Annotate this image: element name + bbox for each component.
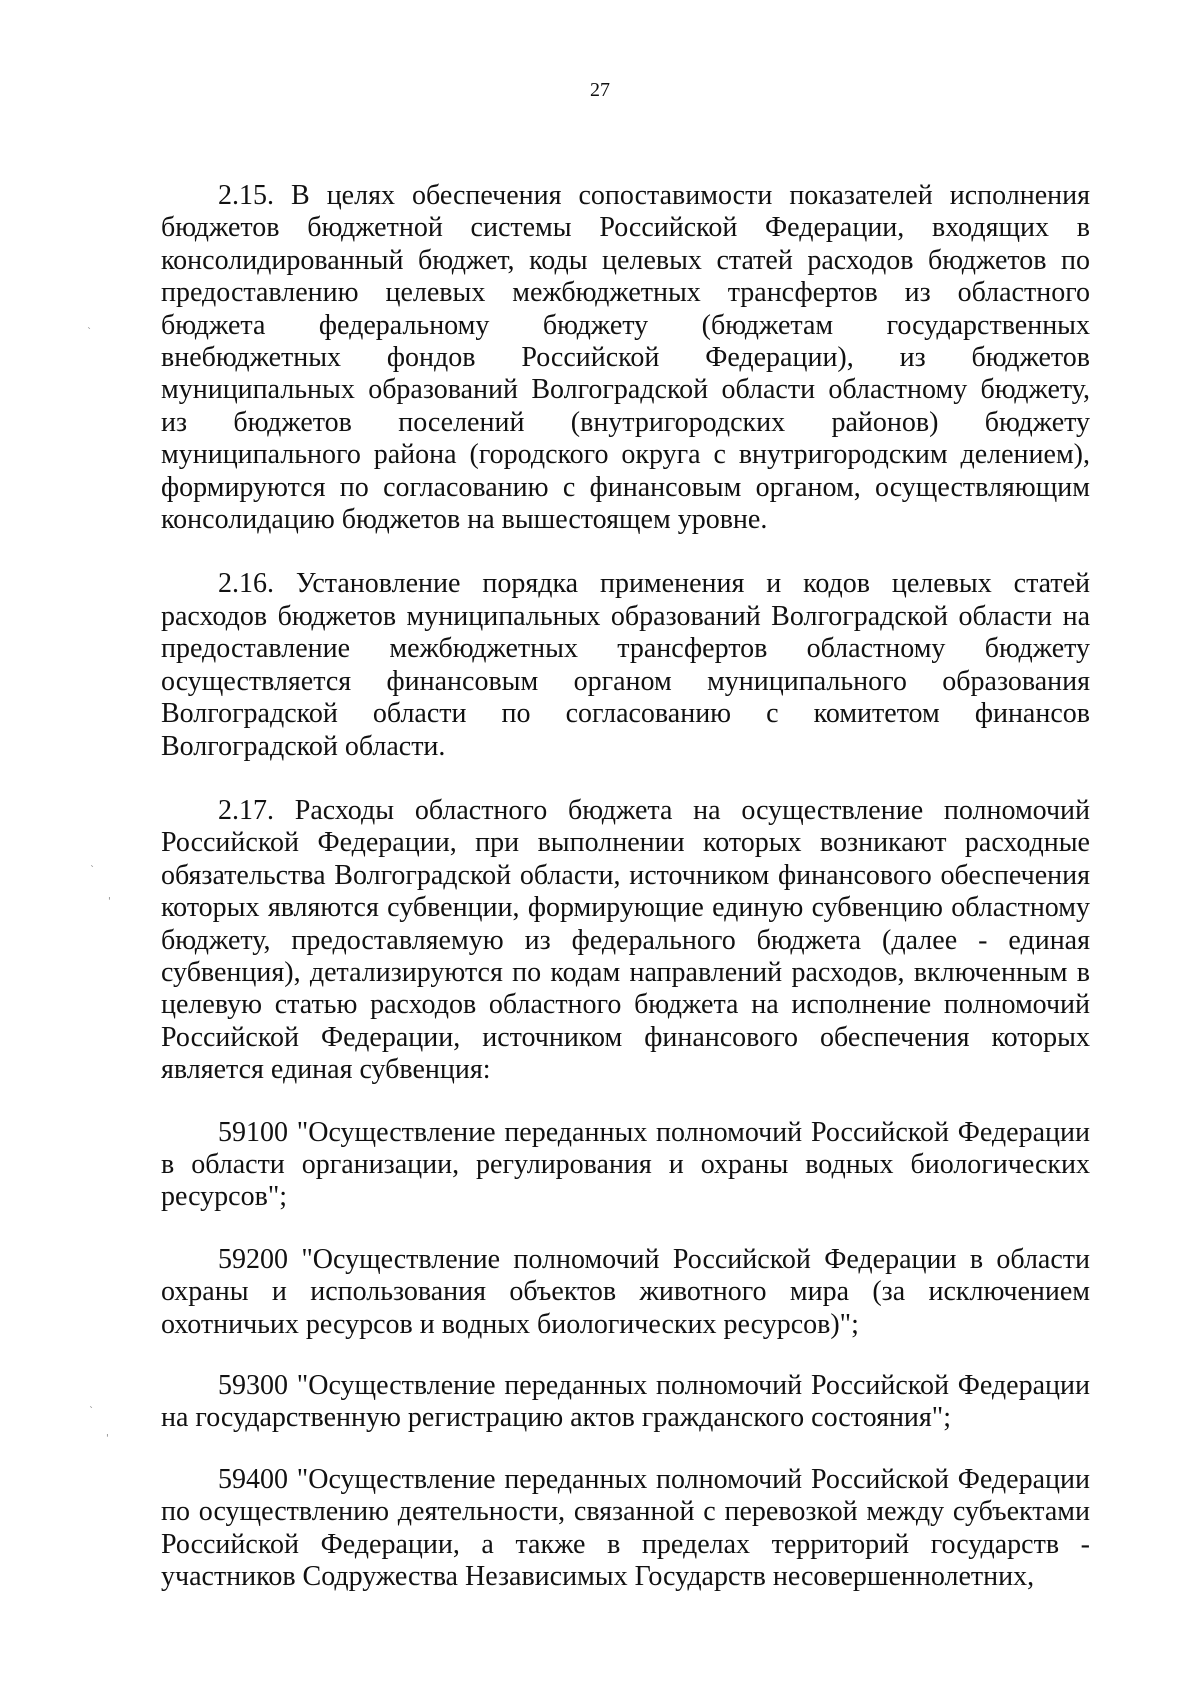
list-item-59100: 59100 "Осуществление переданных полномочий Российской Федерации в области организации, регулирования и охраны водных биологических ресурсов"; (161, 1116, 1090, 1213)
scan-speck: ' (108, 896, 111, 907)
scan-speck: ` (90, 865, 95, 876)
scan-speck: ' (106, 1433, 109, 1444)
list-item-59300: 59300 "Осуществление переданных полномочий Российской Федерации на государственную регистрацию актов гражданского состояния"; (161, 1370, 1090, 1434)
list-item-59200: 59200 "Осуществление полномочий Российской Федерации в области охраны и использования объектов животного мира (за исключением охотничьих ресурсов и водных биологических ресурсов)"; (161, 1243, 1090, 1340)
paragraph-2-17: 2.17. Расходы областного бюджета на осуществление полномочий Российской Федерации, при выполнении которых возникают расходные обязательства Волгоградской области, источником финансового обеспечения которых являются субвенции, формирующие единую субвенцию областному бюджету, предоставляемую из федерального бюджета (далее - единая субвенция), детализируются по кодам направлений расходов, включенным в целевую статью расходов областного бюджета на исполнение полномочий Российской Федерации, источником финансового обеспечения которых является единая субвенция: (161, 794, 1090, 1086)
document-body (161, 180, 1090, 1593)
list-item-59400: 59400 "Осуществление переданных полномочий Российской Федерации по осуществлению деятельности, связанной с перевозкой между субъектами Российской Федерации, а также в пределах территорий государств - участников Содружества Независимых Государств несовершеннолетних, (161, 1463, 1090, 1593)
scan-speck: ` (89, 1406, 94, 1417)
paragraph-2-15: 2.15. В целях обеспечения сопоставимости показателей исполнения бюджетов бюджетной системы Российской Федерации, входящих в консолидированный бюджет, коды целевых статей расходов бюджетов по предоставлению целевых межбюджетных трансфертов из областного бюджета федеральному бюджету (бюджетам государственных внебюджетных фондов Российской Федерации), из бюджетов муниципальных образований Волгоградской области областному бюджету, из бюджетов поселений (внутригородских районов) бюджету муниципального района (городского округа с внутригородским делением), формируются по согласованию с финансовым органом, осуществляющим консолидацию бюджетов на вышестоящем уровне. (161, 180, 1090, 536)
page-number: 27 (590, 79, 610, 101)
scan-speck: ` (87, 327, 92, 338)
paragraph-2-16: 2.16. Установление порядка применения и кодов целевых статей расходов бюджетов муниципальных образований Волгоградской области на предоставление межбюджетных трансфертов областному бюджету осуществляется финансовым органом муниципального образования Волгоградской области по согласованию с комитетом финансов Волгоградской области. (161, 568, 1090, 762)
